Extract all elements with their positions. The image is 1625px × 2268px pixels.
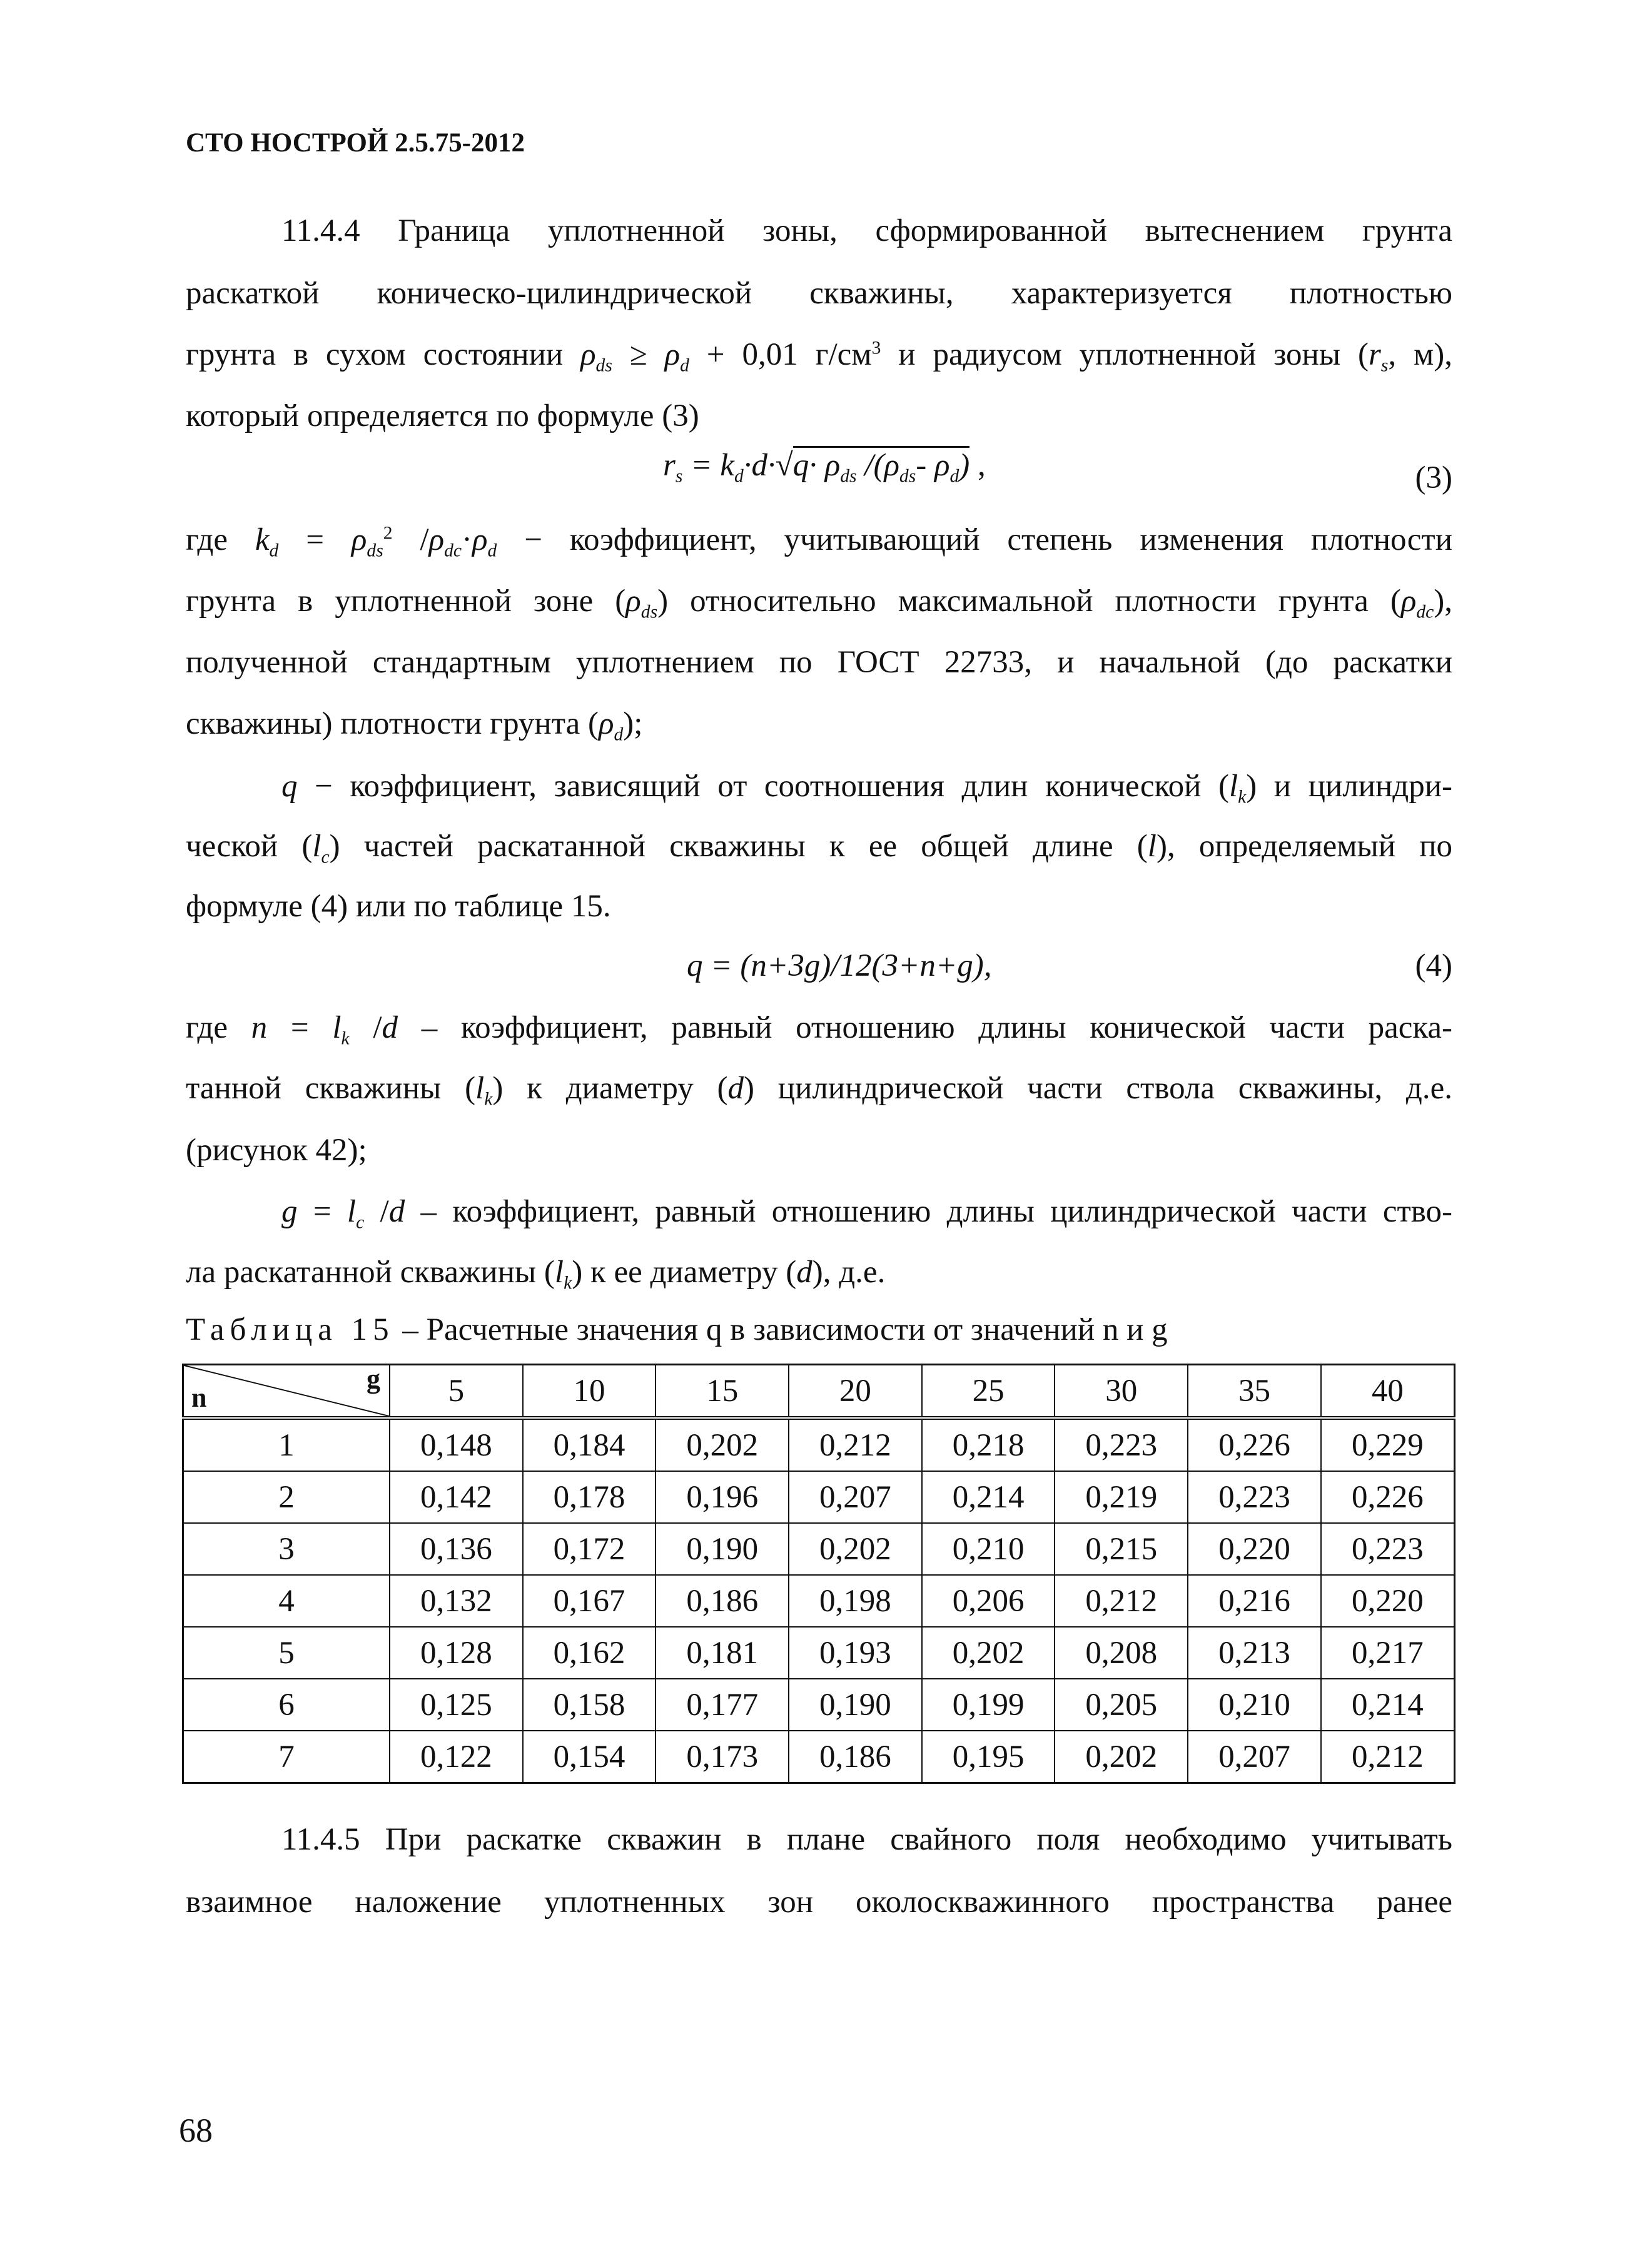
q-value-cell: 0,202 — [789, 1523, 922, 1575]
text-run: − коэффициент, учитывающий степень изменения плотности — [497, 522, 1453, 557]
q-value-cell: 0,210 — [922, 1523, 1055, 1575]
table-row — [183, 1523, 1455, 1575]
q-definition-line-1 — [281, 767, 1452, 806]
q-value-cell: 0,212 — [789, 1418, 922, 1471]
q-value-cell: 0,128 — [390, 1627, 523, 1679]
text-run: танной скважины ( — [186, 1071, 476, 1106]
text-run: , м), — [1388, 337, 1452, 372]
n-definition-line-3: (рисунок 42); — [186, 1133, 367, 1168]
kd-definition-line-4: скважины) плотности грунта $(\rho_d)$; — [186, 706, 643, 745]
text-run: ) частей раскатанной скважины к ее общей длине ( — [329, 829, 1148, 864]
q-value-cell: 0,158 — [523, 1679, 656, 1731]
q-value-cell: 0,216 — [1188, 1575, 1321, 1627]
document-header: СТО НОСТРОЙ 2.5.75-2012 — [186, 128, 525, 158]
q-value-cell: 0,208 — [1055, 1627, 1188, 1679]
kd-definition-line-2: грунта в уплотненной зоне $(\rho_{ds})$ относительно максимальной плотности грунта $(\rho_{dc})$, — [186, 584, 1453, 622]
g-header-cell: 5 — [390, 1365, 523, 1419]
q-value-cell: 0,178 — [523, 1471, 656, 1523]
table-header-row — [183, 1365, 1455, 1419]
q-value-cell: 0,210 — [1188, 1679, 1321, 1731]
q-value-cell: 0,226 — [1188, 1418, 1321, 1471]
text-run: ) цилиндрической части ствола скважины, д.е. — [744, 1071, 1452, 1106]
q-value-cell: 0,207 — [789, 1471, 922, 1523]
table-row — [183, 1471, 1455, 1523]
page-number: 68 — [179, 2112, 213, 2149]
table-caption-text: – Расчетные значения q в зависимости от значений n и g — [394, 1312, 1168, 1347]
corner-label-n: n — [191, 1382, 207, 1413]
text-run: скважины) плотности грунта ( — [186, 706, 599, 741]
g-header-cell: 35 — [1188, 1365, 1321, 1419]
g-definition-line-1 — [281, 1192, 1452, 1231]
text-run: ), д.е. — [812, 1255, 886, 1290]
text-run: и радиусом уплотненной зоны ( — [881, 337, 1369, 372]
text-run: ) к диаметру ( — [492, 1071, 728, 1106]
text-run: ческой ( — [186, 829, 313, 864]
text-run: грунта в сухом состоянии — [186, 337, 581, 372]
density-condition-symbol: $\rho_{ds} \ge \rho_d$ — [580, 337, 689, 376]
q-value-cell: 0,198 — [789, 1575, 922, 1627]
q-value-cell: 0,223 — [1321, 1523, 1455, 1575]
q-value-cell: 0,199 — [922, 1679, 1055, 1731]
table-row — [183, 1418, 1455, 1471]
q-value-cell: 0,193 — [789, 1627, 922, 1679]
table-row — [183, 1627, 1455, 1679]
text-run: грунта в уплотненной зоне ( — [186, 584, 626, 619]
q-value-cell: 0,184 — [523, 1418, 656, 1471]
table-15 — [182, 1364, 1455, 1784]
text-run: – коэффициент, равный отношению длины конической части раска- — [398, 1010, 1453, 1045]
table-corner-cell — [183, 1365, 390, 1419]
q-value-cell: 0,148 — [390, 1418, 523, 1471]
g-header-cell: 30 — [1055, 1365, 1188, 1419]
paragraph-11-4-4-line-3: грунта в сухом состоянии $\rho_{ds} \ge \rho_d + 0,01$ $г/см^3$ и радиусом уплотненной зоны ($r_s$, м), — [186, 337, 1452, 376]
formula-3-number: (3) — [1415, 460, 1452, 495]
q-value-cell: 0,212 — [1321, 1731, 1455, 1783]
g-formula: $g = l_c$ /d — [281, 1194, 405, 1233]
n-definition-line-2: танной скважины $(l_k)$ к диаметру (d) цилиндрической части ствола скважины, д.е. — [186, 1071, 1452, 1110]
q-value-cell: 0,154 — [523, 1731, 656, 1783]
formula-4-number: (4) — [1415, 948, 1452, 983]
q-value-cell: 0,202 — [922, 1627, 1055, 1679]
text-run: ла раскатанной скважины ( — [186, 1255, 555, 1290]
n-value-cell: 2 — [183, 1471, 390, 1523]
n-value-cell: 4 — [183, 1575, 390, 1627]
n-value-cell: 3 — [183, 1523, 390, 1575]
q-value-cell: 0,186 — [789, 1731, 922, 1783]
formula-4: q = (n+3g)/12(3+n+g), — [687, 948, 992, 983]
q-value-cell: 0,220 — [1321, 1575, 1455, 1627]
n-value-cell: 6 — [183, 1679, 390, 1731]
q-value-cell: 0,215 — [1055, 1523, 1188, 1575]
formula-3: $r_s = k_d\cdot d\cdot√q\cdot \rho_{ds}$ $/(\rho_{ds}-$ $\rho_d$) , — [663, 446, 986, 483]
q-value-cell: 0,181 — [656, 1627, 789, 1679]
q-value-cell: 0,122 — [390, 1731, 523, 1783]
q-value-cell: 0,213 — [1188, 1627, 1321, 1679]
g-definition-line-2: ла раскатанной скважины $(l_k)$ к ее диаметру (d), д.е. — [186, 1255, 886, 1293]
q-value-cell: 0,167 — [523, 1575, 656, 1627]
text-run: q − коэффициент, зависящий от соотношения длин конической $(l_k)$ и цилиндри- — [281, 769, 1452, 807]
q-value-cell: 0,195 — [922, 1731, 1055, 1783]
q-value-cell: 0,207 — [1188, 1731, 1321, 1783]
text-run: ) к ее диаметру ( — [572, 1255, 797, 1290]
g-header-cell: 10 — [523, 1365, 656, 1419]
n-value-cell: 1 — [183, 1418, 390, 1471]
paragraph-11-4-4-line-1: 11.4.4 Граница уплотненной зоны, сформированной вытеснением грунта — [281, 213, 1452, 248]
table-caption-label: Таблица 15 — [186, 1312, 395, 1347]
q-definition-line-3: формуле (4) или по таблице 15. — [186, 889, 611, 924]
q-value-cell: 0,212 — [1055, 1575, 1188, 1627]
q-value-cell: 0,177 — [656, 1679, 789, 1731]
text-run: – коэффициент, равный отношению длины цилиндрической части ство- — [405, 1194, 1453, 1229]
q-value-cell: 0,214 — [922, 1471, 1055, 1523]
q-value-cell: 0,125 — [390, 1679, 523, 1731]
q-value-cell: 0,196 — [656, 1471, 789, 1523]
q-value-cell: 0,220 — [1188, 1523, 1321, 1575]
kd-definition-line-1 — [186, 520, 1452, 559]
text-run: ), — [1434, 584, 1453, 619]
paragraph-11-4-4-line-4: который определяется по формуле (3) — [186, 398, 699, 433]
q-value-cell: 0,190 — [789, 1679, 922, 1731]
text-run: + 0,01 г/см — [689, 337, 872, 372]
n-value-cell: 5 — [183, 1627, 390, 1679]
q-definition-line-2: ческой $(l_c)$ частей раскатанной скважины к ее общей длине (l), определяемый по — [186, 829, 1453, 868]
diagonal-divider — [184, 1365, 389, 1416]
corner-label-g: g — [367, 1364, 380, 1394]
n-value-cell: 7 — [183, 1731, 390, 1783]
paragraph-11-4-5-line-1: 11.4.5 При раскатке скважин в плане свайного поля необходимо учитывать — [281, 1822, 1452, 1857]
text-run: ), определяемый по — [1156, 829, 1453, 864]
q-value-cell: 0,173 — [656, 1731, 789, 1783]
q-value-cell: 0,142 — [390, 1471, 523, 1523]
q-value-cell: 0,202 — [656, 1418, 789, 1471]
n-definition-line-1 — [186, 1008, 1452, 1047]
q-value-cell: 0,162 — [523, 1627, 656, 1679]
text-run: где — [186, 1010, 251, 1045]
q-value-cell: 0,172 — [523, 1523, 656, 1575]
q-value-cell: 0,190 — [656, 1523, 789, 1575]
q-value-cell: 0,205 — [1055, 1679, 1188, 1731]
q-value-cell: 0,136 — [390, 1523, 523, 1575]
text-run: ); — [623, 706, 643, 741]
g-header-cell: 15 — [656, 1365, 789, 1419]
q-value-cell: 0,218 — [922, 1418, 1055, 1471]
q-value-cell: 0,186 — [656, 1575, 789, 1627]
g-header-cell: 40 — [1321, 1365, 1455, 1419]
q-value-cell: 0,223 — [1188, 1471, 1321, 1523]
paragraph-11-4-5-line-2: взаимное наложение уплотненных зон околоскважинного пространства ранее — [186, 1885, 1452, 1920]
q-value-cell: 0,217 — [1321, 1627, 1455, 1679]
table-row — [183, 1731, 1455, 1783]
table-row — [183, 1575, 1455, 1627]
q-value-cell: 0,219 — [1055, 1471, 1188, 1523]
q-value-cell: 0,226 — [1321, 1471, 1455, 1523]
table-row — [183, 1679, 1455, 1731]
text-run: ) относительно максимальной плотности грунта ( — [657, 584, 1401, 619]
q-value-cell: 0,223 — [1055, 1418, 1188, 1471]
kd-definition-line-3: полученной стандартным уплотнением по ГОСТ 22733, и начальной (до раскатки — [186, 645, 1452, 680]
g-header-cell: 25 — [922, 1365, 1055, 1419]
table-caption — [186, 1310, 1168, 1349]
q-value-cell: 0,229 — [1321, 1418, 1455, 1471]
n-formula: $n = l_k$ /d — [251, 1010, 398, 1049]
text-run: где — [186, 522, 255, 557]
q-value-cell: 0,214 — [1321, 1679, 1455, 1731]
q-value-cell: 0,132 — [390, 1575, 523, 1627]
g-header-cell: 20 — [789, 1365, 922, 1419]
q-value-cell: 0,202 — [1055, 1731, 1188, 1783]
q-value-cell: 0,206 — [922, 1575, 1055, 1627]
paragraph-11-4-4-line-2: раскаткой коническо-цилиндрической скважины, характеризуется плотностью — [186, 276, 1452, 311]
kd-formula: $k_d = \rho_{ds}^2$ $/\rho_{dc}\cdot\rho_d$ — [255, 522, 497, 561]
